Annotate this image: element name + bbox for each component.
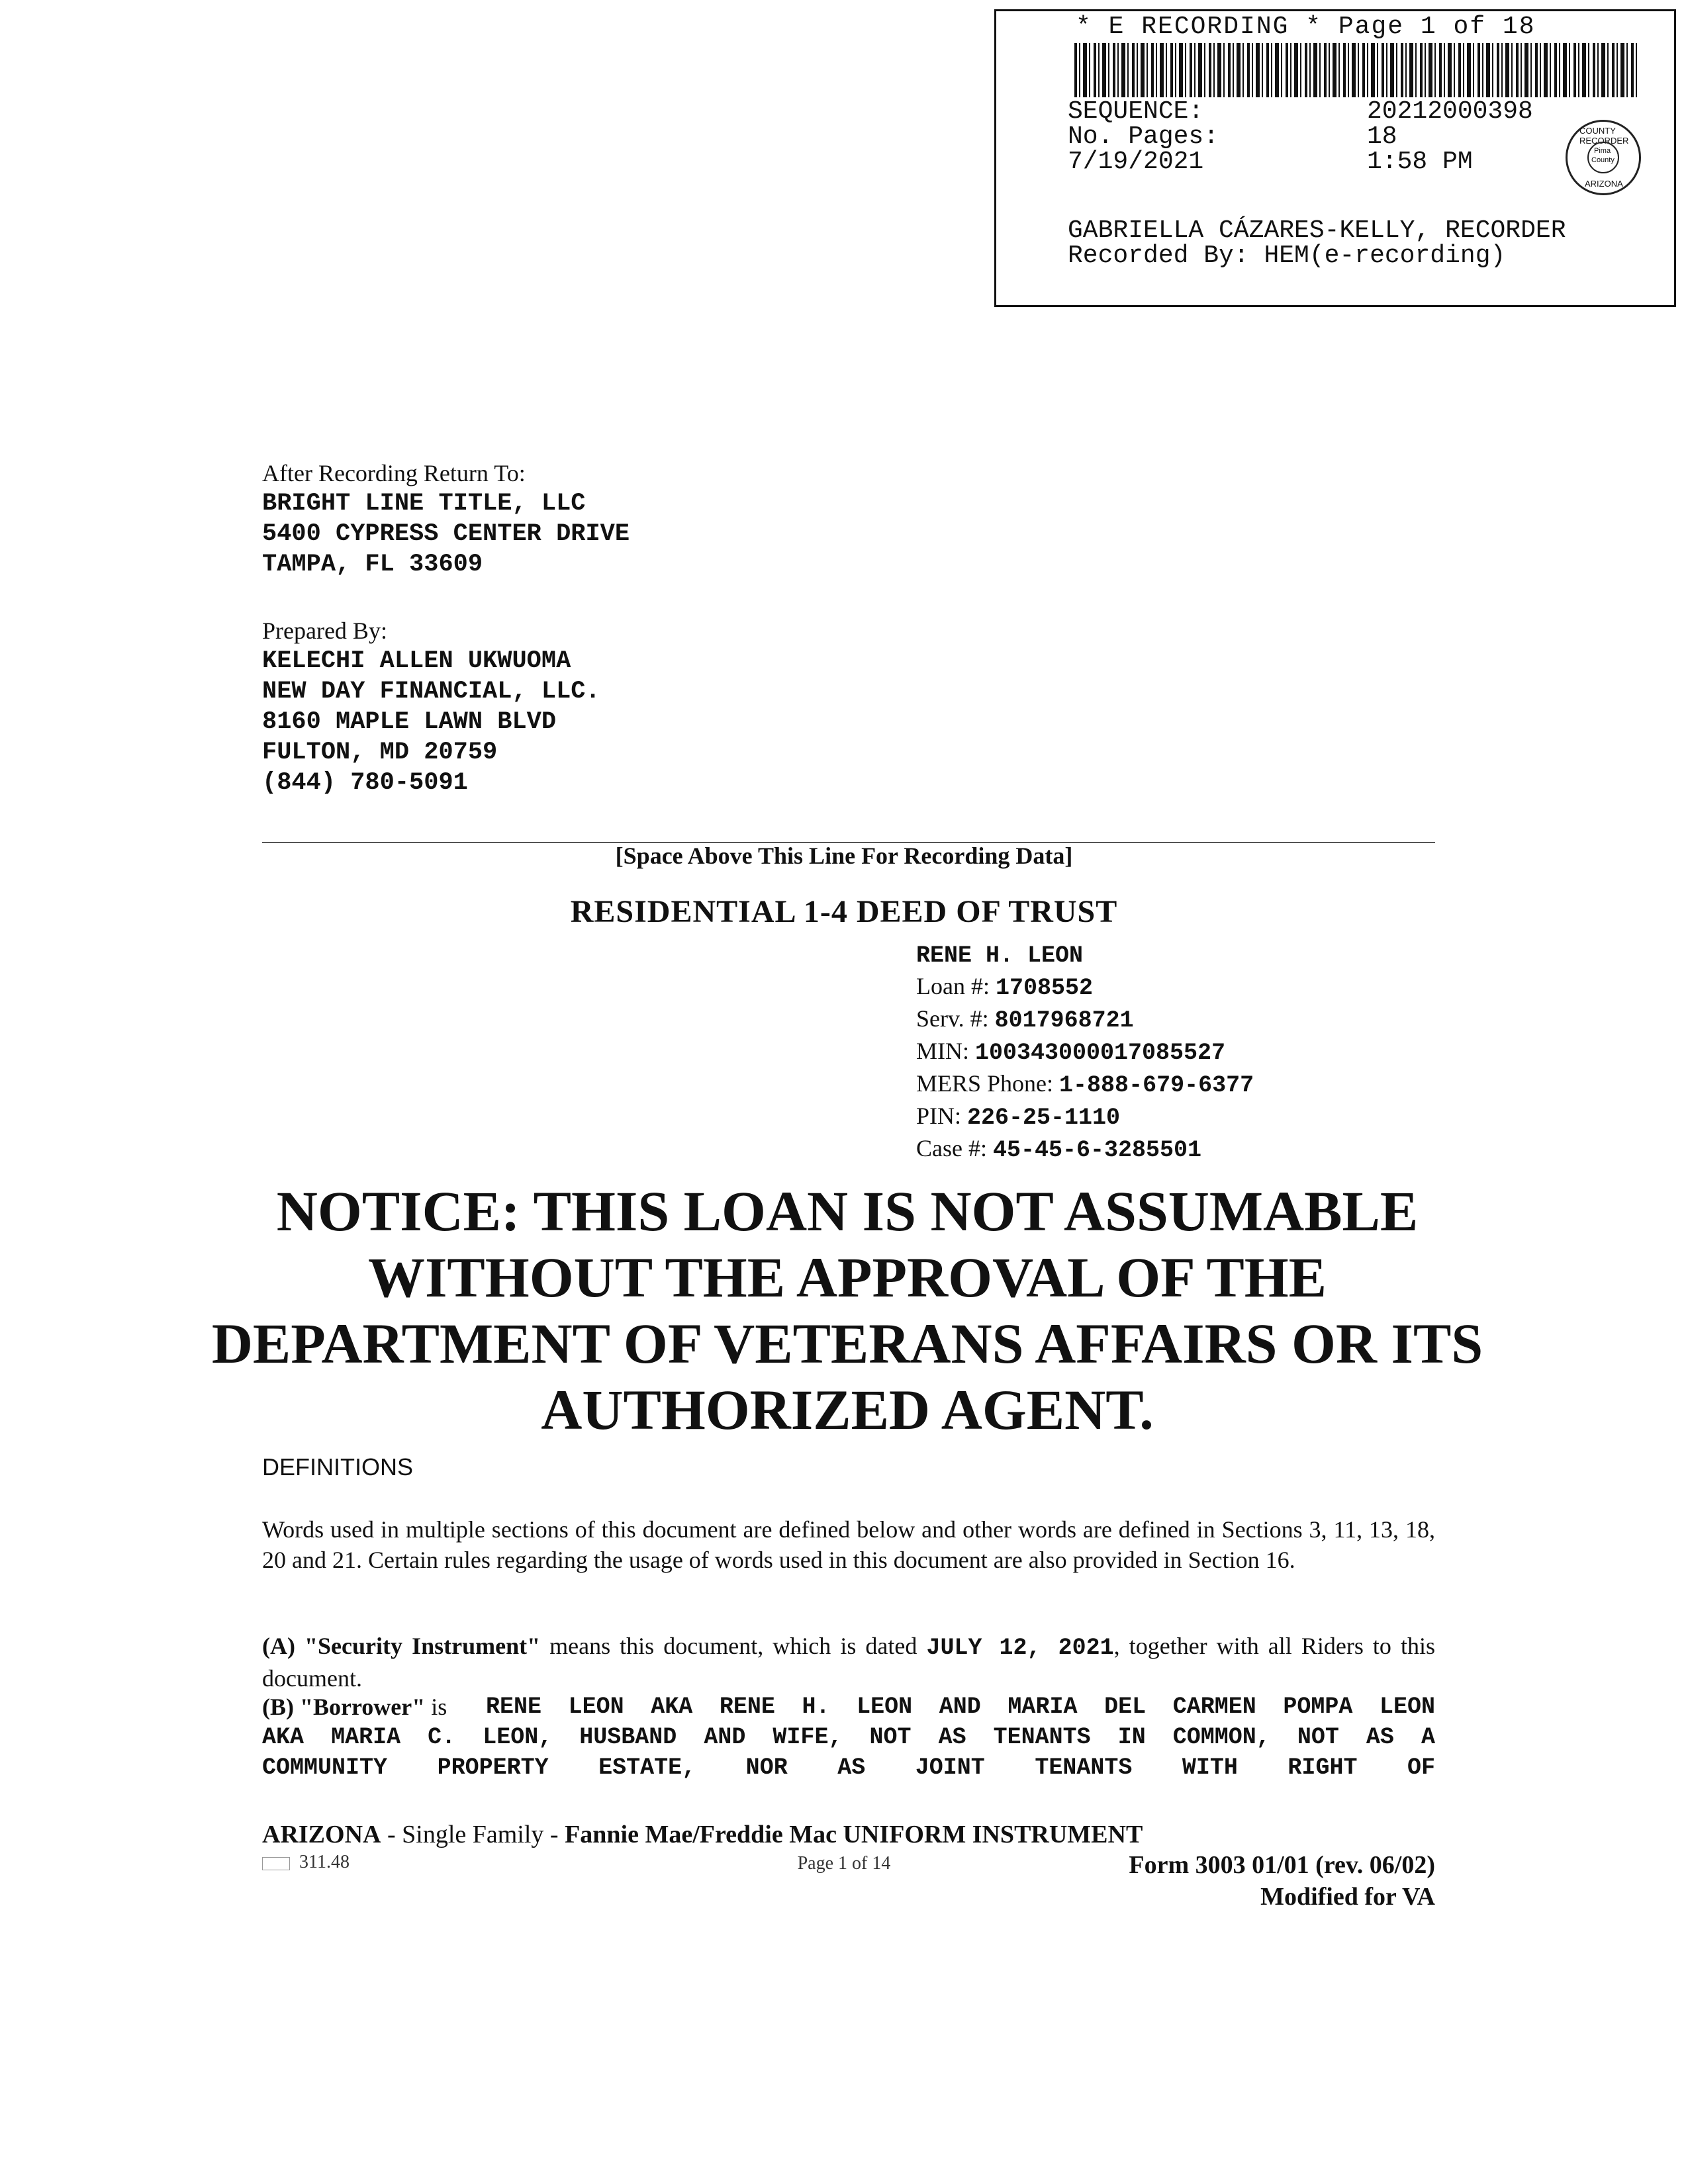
footer-family: - Single Family - xyxy=(381,1821,565,1848)
case-number-value: 45-45-6-3285501 xyxy=(992,1137,1202,1163)
prepared-by-line: FULTON, MD 20759 xyxy=(262,739,498,766)
seal-inner-ring xyxy=(1587,142,1619,173)
prepared-by-line: NEW DAY FINANCIAL, LLC. xyxy=(262,678,600,705)
return-to-block xyxy=(262,458,630,580)
loan-number-label: Loan #: xyxy=(916,973,990,999)
definition-b-line-1: RENE LEON AKA RENE H. LEON AND MARIA DEL CARMEN POMPA LEON xyxy=(486,1694,1435,1720)
stamp-sequence-label: SEQUENCE: xyxy=(1068,97,1204,126)
definition-b-text: is xyxy=(425,1694,447,1720)
footer-page-number: Page 1 of 14 xyxy=(797,1853,891,1874)
case-number-label: Case #: xyxy=(916,1135,987,1161)
return-to-label: After Recording Return To: xyxy=(262,460,526,486)
min-label: MIN: xyxy=(916,1038,969,1064)
loan-number-value: 1708552 xyxy=(995,975,1094,1001)
footer-instrument-name: Fannie Mae/Freddie Mac UNIFORM INSTRUMENT xyxy=(565,1821,1143,1848)
return-to-line: TAMPA, FL 33609 xyxy=(262,551,483,578)
loan-info-block xyxy=(916,938,1254,1165)
recording-stamp xyxy=(994,9,1676,307)
seal-center-2: County xyxy=(1591,156,1615,164)
mers-phone-label: MERS Phone: xyxy=(916,1070,1054,1097)
prepared-by-label: Prepared By: xyxy=(262,617,387,644)
min-value: 100343000017085527 xyxy=(975,1040,1226,1066)
barcode xyxy=(1074,43,1638,97)
county-seal xyxy=(1566,120,1641,195)
serv-number-label: Serv. #: xyxy=(916,1005,989,1032)
footer-form-value: Form 3003 01/01 (rev. 06/02) xyxy=(1129,1851,1435,1879)
definition-a-text: means this document, which is dated xyxy=(540,1633,927,1659)
stamp-pages-label: No. Pages: xyxy=(1068,122,1219,151)
definition-a-label: (A) "Security Instrument" xyxy=(262,1633,541,1659)
definition-b-label: (B) "Borrower" xyxy=(262,1694,426,1720)
footer-form-number xyxy=(1059,1849,1435,1913)
seal-top-text: COUNTY RECORDER xyxy=(1579,126,1629,146)
stamp-date: 7/19/2021 xyxy=(1068,148,1204,176)
footer-instrument xyxy=(262,1820,1143,1849)
return-to-line: BRIGHT LINE TITLE, LLC xyxy=(262,490,586,518)
definition-a-date: JULY 12, 2021 xyxy=(926,1635,1114,1661)
return-to-line: 5400 CYPRESS CENTER DRIVE xyxy=(262,520,630,548)
footer-modified: Modified for VA xyxy=(1260,1883,1435,1911)
prepared-by-line: KELECHI ALLEN UKWUOMA xyxy=(262,647,571,675)
document-title: RESIDENTIAL 1-4 DEED OF TRUST xyxy=(570,894,1118,929)
loan-borrower-name: RENE H. LEON xyxy=(916,942,1084,969)
footer-code-value: 311.48 xyxy=(299,1852,350,1872)
seal-center-1: Pima xyxy=(1594,147,1611,155)
definition-b-line-3: COMMUNITY PROPERTY ESTATE, NOR AS JOINT TENANTS WITH RIGHT OF xyxy=(262,1754,1435,1781)
definitions-heading: DEFINITIONS xyxy=(262,1453,414,1480)
footer-state: ARIZONA xyxy=(262,1821,381,1848)
assumability-notice: NOTICE: THIS LOAN IS NOT ASSUMABLE WITHOUT THE APPROVAL OF THE DEPARTMENT OF VETERANS AFFAIRS OR ITS AUTHORIZED AGENT. xyxy=(211,1179,1483,1441)
stamp-time: 1:58 PM xyxy=(1367,148,1473,176)
definition-a-text-2: , together with all Riders to this document. xyxy=(262,1633,1435,1692)
prepared-by-line: 8160 MAPLE LAWN BLVD xyxy=(262,708,557,736)
prepared-by-line: (844) 780-5091 xyxy=(262,769,468,797)
stamp-pages-value: 18 xyxy=(1367,122,1397,151)
stamp-recorded-by: Recorded By: HEM(e-recording) xyxy=(1068,242,1506,270)
definition-b-label-line xyxy=(262,1692,447,1722)
stamp-header: * E RECORDING * Page 1 of 18 xyxy=(1076,13,1536,41)
mers-phone-value: 1-888-679-6377 xyxy=(1059,1072,1254,1099)
definition-b-line-2: AKA MARIA C. LEON, HUSBAND AND WIFE, NOT AS TENANTS IN COMMON, NOT AS A xyxy=(262,1724,1435,1751)
pin-label: PIN: xyxy=(916,1103,962,1129)
stamp-recorder: GABRIELLA CÁZARES-KELLY, RECORDER xyxy=(1068,216,1566,245)
definitions-intro: Words used in multiple sections of this document are defined below and other words are defined in Sections 3, 11, 13, 18, 20 and 21. Certain rules regarding the usage of words used in this document are also provided in Section 16. xyxy=(262,1516,1435,1573)
space-above-note: [Space Above This Line For Recording Data] xyxy=(615,842,1073,869)
prepared-by-block xyxy=(262,615,600,798)
pin-value: 226-25-1110 xyxy=(967,1105,1121,1131)
serv-number-value: 8017968721 xyxy=(994,1007,1134,1034)
definition-a xyxy=(262,1631,1435,1694)
stamp-sequence-value: 20212000398 xyxy=(1367,97,1533,126)
seal-bottom-text: ARIZONA xyxy=(1585,179,1623,189)
